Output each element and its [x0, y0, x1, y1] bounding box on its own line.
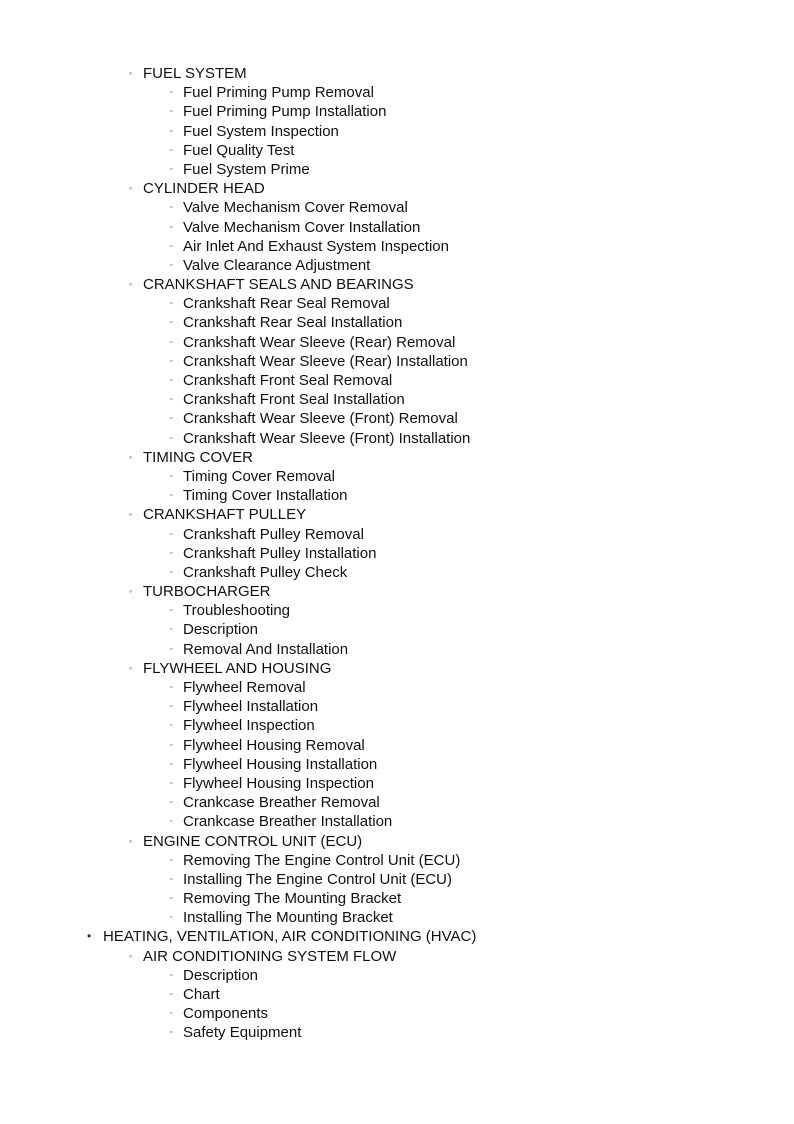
toc-entry-label: Crankcase Breather Removal [183, 794, 380, 812]
toc-entry[interactable] [0, 755, 794, 774]
toc-entry-label: Crankshaft Wear Sleeve (Rear) Removal [183, 333, 456, 351]
square-bullet-icon: ▫ [170, 492, 173, 500]
toc-entry-label: Crankshaft Pulley Removal [183, 525, 364, 543]
square-bullet-icon: ▫ [170, 684, 173, 691]
toc-entry[interactable] [0, 83, 794, 102]
toc-entry-label: Valve Mechanism Cover Removal [183, 199, 408, 217]
toc-entry-label: Crankcase Breather Installation [183, 813, 393, 831]
square-bullet-icon: ▫ [170, 1010, 173, 1018]
toc-entry[interactable] [0, 870, 794, 889]
toc-entry[interactable] [0, 774, 794, 793]
square-bullet-icon: ▫ [170, 607, 173, 615]
toc-entry-label: Troubleshooting [183, 602, 291, 620]
square-bullet-icon: ▫ [170, 760, 173, 768]
toc-entry[interactable] [0, 601, 794, 620]
square-bullet-icon: ▫ [170, 146, 173, 154]
toc-entry-label: Fuel Priming Pump Installation [183, 103, 387, 121]
toc-entry-label: Removing The Engine Control Unit (ECU) [183, 851, 461, 869]
toc-entry-label: Flywheel Housing Removal [183, 736, 365, 754]
toc-entry-label: Fuel Quality Test [183, 141, 295, 159]
toc-entry-label: HEATING, VENTILATION, AIR CONDITIONING (HVAC) [103, 928, 477, 946]
toc-entry-label: Timing Cover Installation [183, 487, 348, 505]
toc-entry[interactable] [0, 198, 794, 217]
square-bullet-icon: ▫ [170, 223, 173, 231]
disc-bullet-icon: • [87, 929, 92, 944]
toc-entry-label: Crankshaft Wear Sleeve (Front) Installation [183, 429, 471, 447]
square-bullet-icon: ▫ [170, 1029, 173, 1037]
toc-entry-label: Removing The Mounting Bracket [183, 890, 402, 908]
toc-entry-label: Components [183, 1005, 269, 1023]
toc-entry-label: Flywheel Housing Installation [183, 755, 378, 773]
toc-entry[interactable] [0, 102, 794, 121]
toc-entry[interactable] [0, 486, 794, 505]
toc-entry-label: Crankshaft Pulley Installation [183, 544, 377, 562]
toc-entry-label: Crankshaft Rear Seal Installation [183, 314, 403, 332]
toc-entry[interactable] [0, 294, 794, 313]
toc-entry[interactable] [0, 333, 794, 352]
toc-entry-label: Description [183, 966, 259, 984]
square-bullet-icon: ▫ [170, 530, 173, 538]
toc-subsection[interactable] [0, 947, 794, 966]
square-bullet-icon: ▫ [170, 472, 173, 480]
square-bullet-icon: ▫ [170, 319, 173, 327]
toc-entry[interactable] [0, 1004, 794, 1023]
toc-entry[interactable] [0, 1023, 794, 1042]
square-bullet-icon: ▫ [170, 165, 173, 173]
toc-entry-label: Description [183, 621, 259, 639]
toc-entry-label: ENGINE CONTROL UNIT (ECU) [143, 832, 363, 850]
toc-entry-label: Removal And Installation [183, 640, 349, 658]
square-bullet-icon: ▫ [170, 127, 173, 135]
toc-entry[interactable] [0, 620, 794, 639]
square-bullet-icon: ▫ [170, 549, 173, 557]
square-bullet-icon: ▫ [170, 914, 173, 922]
toc-entry[interactable] [0, 313, 794, 332]
toc-entry-label: Installing The Mounting Bracket [183, 909, 393, 927]
toc-entry-label: CYLINDER HEAD [143, 180, 265, 198]
toc-subsection[interactable] [0, 179, 794, 198]
toc-entry[interactable] [0, 563, 794, 582]
square-bullet-icon: ▫ [170, 799, 173, 807]
toc-entry[interactable] [0, 985, 794, 1004]
toc-entry-label: Fuel System Prime [183, 160, 310, 178]
toc-entry[interactable] [0, 851, 794, 870]
toc-entry[interactable] [0, 122, 794, 141]
toc-entry[interactable] [0, 141, 794, 160]
square-bullet-icon: ▫ [170, 971, 173, 979]
toc-entry[interactable] [0, 544, 794, 563]
square-bullet-icon: ▫ [170, 722, 173, 730]
toc-entry-label: FLYWHEEL AND HOUSING [143, 659, 332, 677]
toc-entry[interactable] [0, 352, 794, 371]
toc-entry-label: Flywheel Installation [183, 698, 319, 716]
square-bullet-icon: ▫ [170, 645, 173, 653]
toc-entry-label: Crankshaft Front Seal Removal [183, 372, 393, 389]
toc-entry-label: Crankshaft Wear Sleeve (Front) Removal [183, 410, 458, 428]
square-bullet-icon: ▫ [170, 895, 173, 903]
table-of-contents [0, 64, 794, 1043]
square-bullet-icon: ▫ [170, 396, 173, 404]
toc-entry[interactable] [0, 218, 794, 237]
circle-bullet-icon: ◦ [129, 509, 133, 520]
toc-entry-label: Installing The Engine Control Unit (ECU) [183, 870, 453, 888]
toc-entry[interactable] [0, 429, 794, 448]
toc-entry-label: Crankshaft Wear Sleeve (Rear) Installation [183, 352, 468, 370]
square-bullet-icon: ▫ [170, 415, 173, 423]
square-bullet-icon: ▫ [170, 779, 173, 787]
toc-entry-label: Fuel Priming Pump Removal [183, 84, 374, 102]
toc-entry-label: Valve Clearance Adjustment [183, 256, 371, 274]
toc-entry-label: Safety Equipment [183, 1024, 302, 1042]
square-bullet-icon: ▫ [170, 434, 173, 442]
toc-entry[interactable] [0, 256, 794, 275]
toc-entry-label: Fuel System Inspection [183, 122, 339, 140]
toc-section[interactable] [0, 927, 794, 946]
toc-entry[interactable] [0, 467, 794, 486]
square-bullet-icon: ▫ [170, 204, 173, 212]
toc-entry[interactable] [0, 889, 794, 908]
toc-entry-label: Flywheel Removal [183, 679, 306, 696]
toc-subsection[interactable] [0, 659, 794, 678]
square-bullet-icon: ▫ [170, 741, 173, 749]
toc-entry-label: Air Inlet And Exhaust System Inspection [183, 237, 449, 255]
square-bullet-icon: ▫ [170, 300, 173, 308]
toc-entry-label: Flywheel Inspection [183, 717, 315, 735]
square-bullet-icon: ▫ [170, 108, 173, 116]
toc-entry-label: Crankshaft Front Seal Installation [183, 391, 405, 409]
square-bullet-icon: ▫ [170, 703, 173, 711]
toc-entry-label: TURBOCHARGER [143, 583, 271, 601]
toc-entry-label: CRANKSHAFT SEALS AND BEARINGS [143, 276, 414, 294]
square-bullet-icon: ▫ [170, 338, 173, 346]
square-bullet-icon: ▫ [170, 568, 173, 576]
toc-entry[interactable] [0, 793, 794, 812]
toc-subsection[interactable] [0, 448, 794, 467]
toc-entry[interactable] [0, 966, 794, 985]
square-bullet-icon: ▫ [170, 991, 173, 998]
square-bullet-icon: ▫ [170, 875, 173, 883]
circle-bullet-icon: ◦ [129, 451, 133, 462]
toc-entry[interactable] [0, 160, 794, 179]
circle-bullet-icon: ◦ [129, 950, 133, 961]
toc-entry-label: Chart [183, 986, 220, 1003]
square-bullet-icon: ▫ [170, 89, 173, 97]
toc-entry-label: Valve Mechanism Cover Installation [183, 218, 421, 236]
square-bullet-icon: ▫ [170, 261, 173, 269]
toc-entry-label: TIMING COVER [143, 448, 254, 466]
toc-subsection[interactable] [0, 275, 794, 294]
square-bullet-icon: ▫ [170, 626, 173, 634]
circle-bullet-icon: ◦ [129, 586, 133, 597]
toc-entry[interactable] [0, 678, 794, 697]
circle-bullet-icon: ◦ [129, 662, 133, 673]
square-bullet-icon: ▫ [170, 357, 173, 365]
toc-entry[interactable] [0, 237, 794, 256]
toc-entry[interactable] [0, 525, 794, 544]
square-bullet-icon: ▫ [170, 856, 173, 864]
toc-entry-label: Flywheel Housing Inspection [183, 774, 374, 792]
toc-entry[interactable] [0, 371, 794, 390]
square-bullet-icon: ▫ [170, 377, 173, 384]
toc-entry-label: CRANKSHAFT PULLEY [143, 506, 307, 524]
toc-entry-label: AIR CONDITIONING SYSTEM FLOW [143, 947, 397, 965]
toc-entry[interactable] [0, 697, 794, 716]
toc-subsection[interactable] [0, 832, 794, 851]
toc-entry[interactable] [0, 736, 794, 755]
toc-entry[interactable] [0, 812, 794, 831]
toc-entry-label: Crankshaft Rear Seal Removal [183, 295, 390, 313]
toc-entry[interactable] [0, 390, 794, 409]
toc-entry[interactable] [0, 409, 794, 428]
toc-entry-label: FUEL SYSTEM [143, 65, 247, 82]
toc-subsection[interactable] [0, 64, 794, 83]
toc-entry[interactable] [0, 908, 794, 927]
circle-bullet-icon: ◦ [129, 835, 133, 846]
circle-bullet-icon: ◦ [129, 279, 133, 290]
toc-entry-label: Crankshaft Pulley Check [183, 563, 348, 581]
square-bullet-icon: ▫ [170, 818, 173, 826]
toc-subsection[interactable] [0, 505, 794, 524]
toc-entry[interactable] [0, 716, 794, 735]
toc-entry[interactable] [0, 640, 794, 659]
toc-subsection[interactable] [0, 582, 794, 601]
circle-bullet-icon: ◦ [129, 68, 133, 78]
circle-bullet-icon: ◦ [129, 183, 133, 194]
toc-entry-label: Timing Cover Removal [183, 467, 335, 485]
square-bullet-icon: ▫ [170, 242, 173, 250]
